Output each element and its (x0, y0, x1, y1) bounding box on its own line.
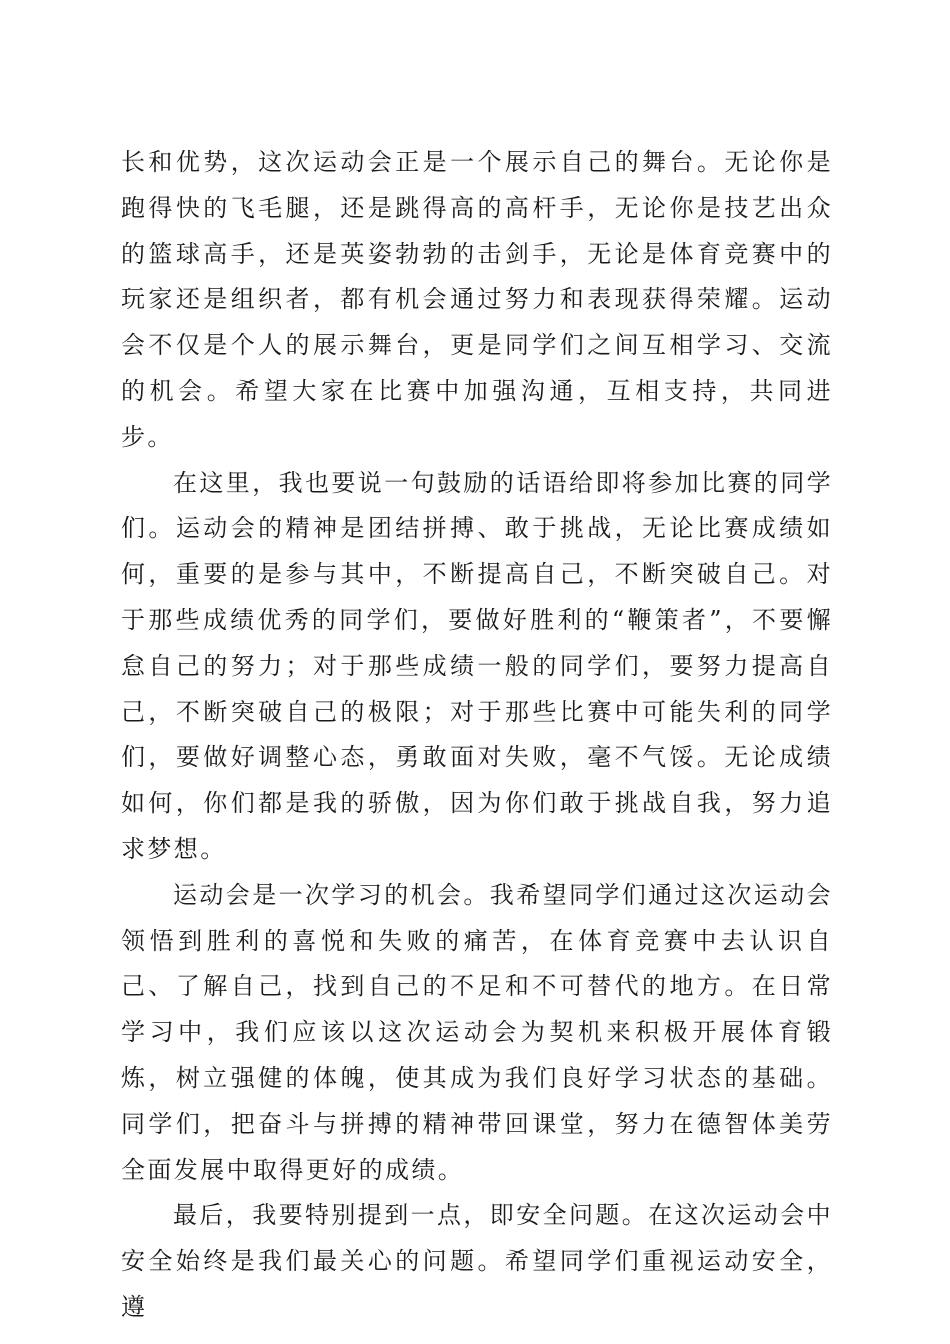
paragraph-3: 运动会是一次学习的机会。我希望同学们通过这次运动会领悟到胜利的喜悦和失败的痛苦，在体育竞赛中去认识自己、了解自己，找到自己的不足和不可替代的地方。在日常学习中，我们应该以这次运动会为契机来积极开展体育锻炼，树立强健的体魄，使其成为我们良好学习状态的基础。同学们，把奋斗与拼搏的精神带回课堂，努力在德智体美劳全面发展中取得更好的成绩。 (121, 880, 833, 1184)
paragraph-2: 在这里，我也要说一句鼓励的话语给即将参加比赛的同学们。运动会的精神是团结拼搏、敢于挑战，无论比赛成绩如何，重要的是参与其中，不断提高自己，不断突破自己。对于那些成绩优秀的同学们，要做好胜利的“鞭策者”，不要懈怠自己的努力；对于那些成绩一般的同学们，要努力提高自己，不断突破自己的极限；对于那些比赛中可能失利的同学们，要做好调整心态，勇敢面对失败，毫不气馁。无论成绩如何，你们都是我的骄傲，因为你们敢于挑战自我，努力追求梦想。 (121, 468, 833, 863)
paragraph-1: 长和优势，这次运动会正是一个展示自己的舞台。无论你是跑得快的飞毛腿，还是跳得高的高杆手，无论你是技艺出众的篮球高手，还是英姿勃勃的击剑手，无论是体育竞赛中的玩家还是组织者，都有机会通过努力和表现获得荣耀。运动会不仅是个人的展示舞台，更是同学们之间互相学习、交流的机会。希望大家在比赛中加强沟通，互相支持，共同进步。 (121, 148, 833, 451)
paragraph-4: 最后，我要特别提到一点，即安全问题。在这次运动会中安全始终是我们最关心的问题。希望同学们重视运动安全，遵 (121, 1201, 833, 1321)
document-body (121, 140, 833, 1331)
